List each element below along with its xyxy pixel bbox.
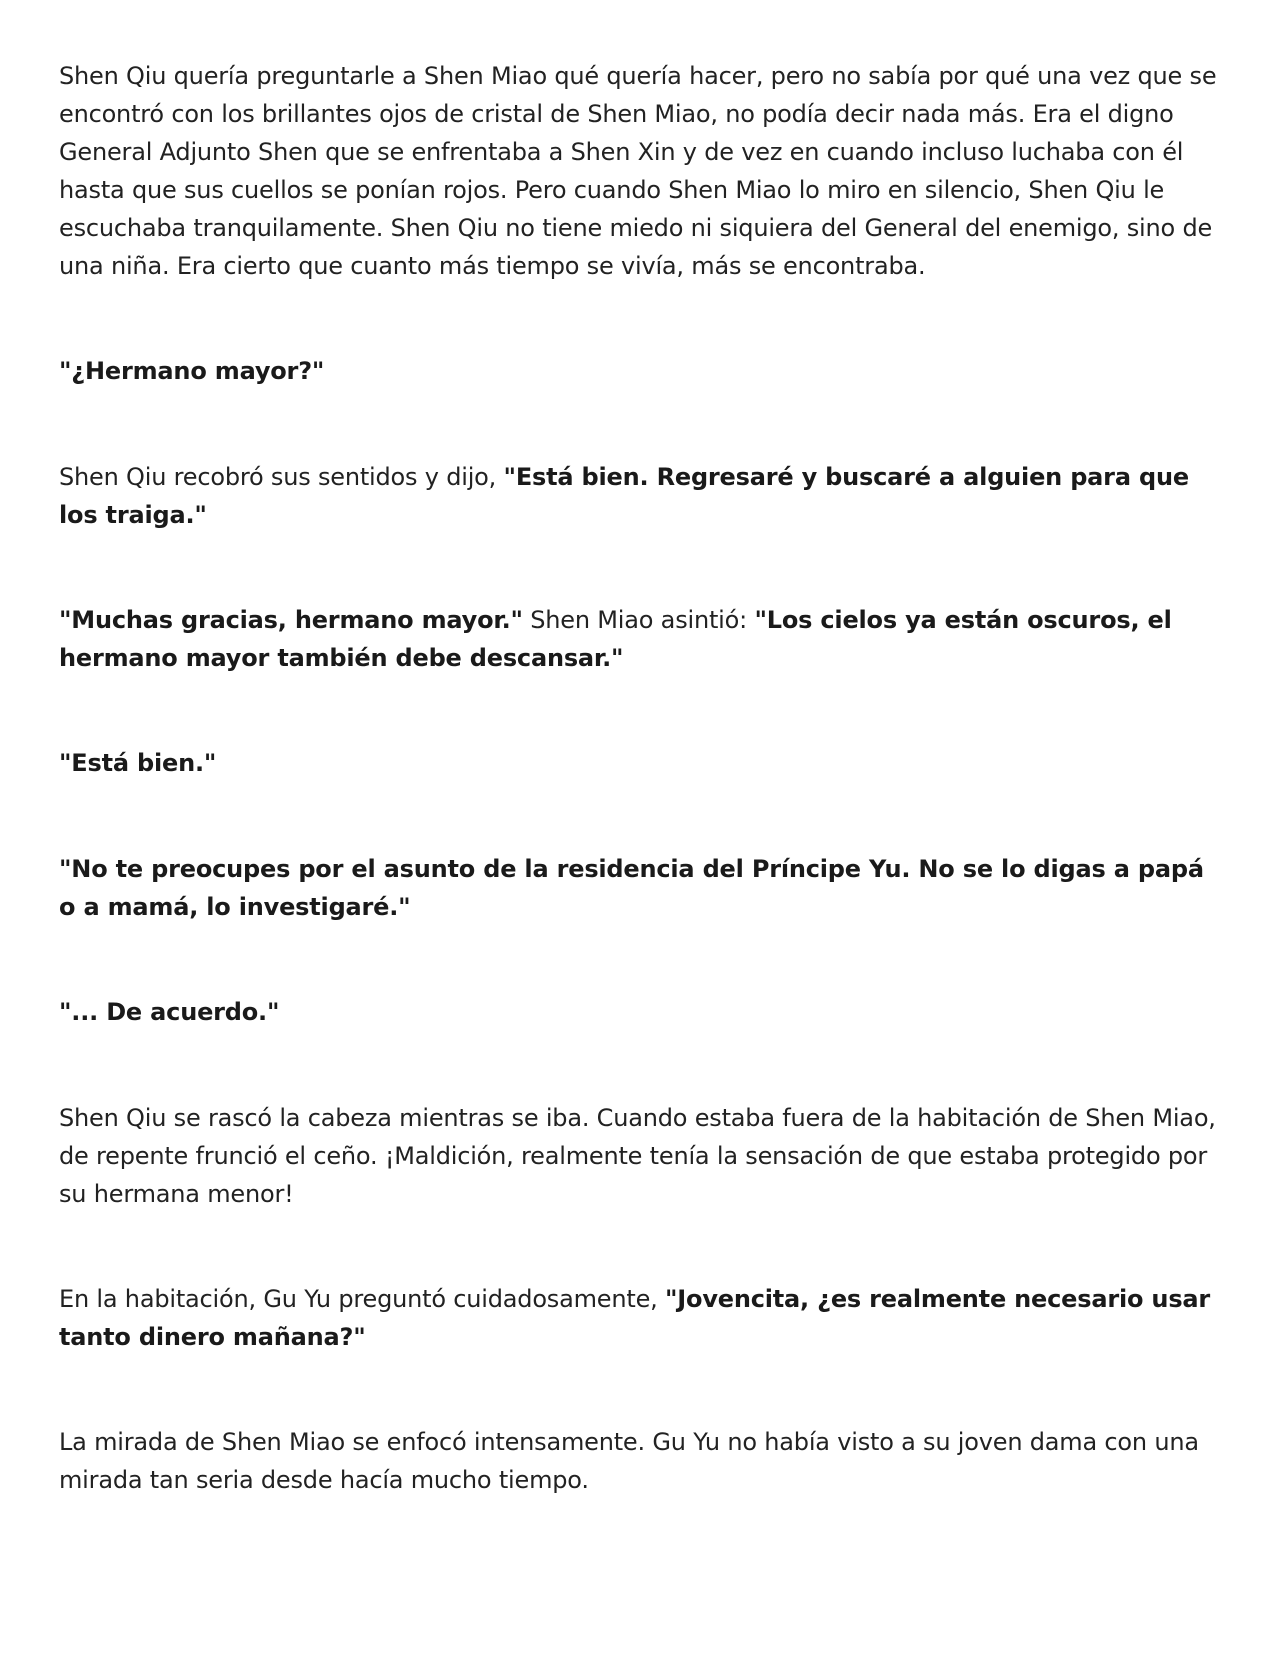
paragraph-7 (59, 993, 1220, 1031)
dialogue-text: "Los cielos ya están oscuros, el hermano mayor también debe descansar." (59, 606, 1172, 672)
narration-text: La mirada de Shen Miao se enfocó intensamente. Gu Yu no había visto a su joven dama con una mirada tan seria desde hacía mucho tiempo. (59, 1428, 1199, 1494)
paragraph-6 (59, 850, 1220, 926)
paragraph-1 (59, 57, 1220, 285)
dialogue-text: "No te preocupes por el asunto de la residencia del Príncipe Yu. No se lo digas a papá o a mamá, lo investigaré." (59, 855, 1204, 921)
paragraph-2 (59, 352, 1220, 390)
narration-text: En la habitación, Gu Yu preguntó cuidadosamente, (59, 1285, 665, 1313)
narration-text: Shen Qiu quería preguntarle a Shen Miao qué quería hacer, pero no sabía por qué una vez que se encontró con los brillantes ojos de cristal de Shen Miao, no podía decir nada más. Era el digno General Adjunto Shen que se enfrentaba a Shen Xin y de vez en cuando incluso luchaba con él hasta que sus cuellos se ponían rojos. Pero cuando Shen Miao lo miro en silencio, Shen Qiu le escuchaba tranquilamente. Shen Qiu no tiene miedo ni siquiera del General del enemigo, sino de una niña. Era cierto que cuanto más tiempo se vivía, más se encontraba. (59, 62, 1217, 280)
dialogue-text: "... De acuerdo." (59, 998, 280, 1026)
paragraph-5 (59, 744, 1220, 782)
paragraph-9 (59, 1280, 1220, 1356)
paragraph-10 (59, 1423, 1220, 1499)
paragraph-3 (59, 458, 1220, 534)
dialogue-text: "Muchas gracias, hermano mayor." (59, 606, 523, 634)
narration-text: Shen Miao asintió: (522, 606, 755, 634)
paragraph-8 (59, 1099, 1220, 1213)
dialogue-text: "Está bien. Regresaré y buscaré a alguien para que los traiga." (59, 463, 1189, 529)
dialogue-text: "Jovencita, ¿es realmente necesario usar tanto dinero mañana?" (59, 1285, 1211, 1351)
dialogue-text: "¿Hermano mayor?" (59, 357, 325, 385)
dialogue-text: "Está bien." (59, 749, 217, 777)
narration-text: Shen Qiu recobró sus sentidos y dijo, (59, 463, 504, 491)
paragraph-4 (59, 601, 1220, 677)
narration-text: Shen Qiu se rascó la cabeza mientras se iba. Cuando estaba fuera de la habitación de Shen Miao, de repente frunció el ceño. ¡Maldición, realmente tenía la sensación de que estaba protegido por su hermana menor! (59, 1104, 1216, 1208)
